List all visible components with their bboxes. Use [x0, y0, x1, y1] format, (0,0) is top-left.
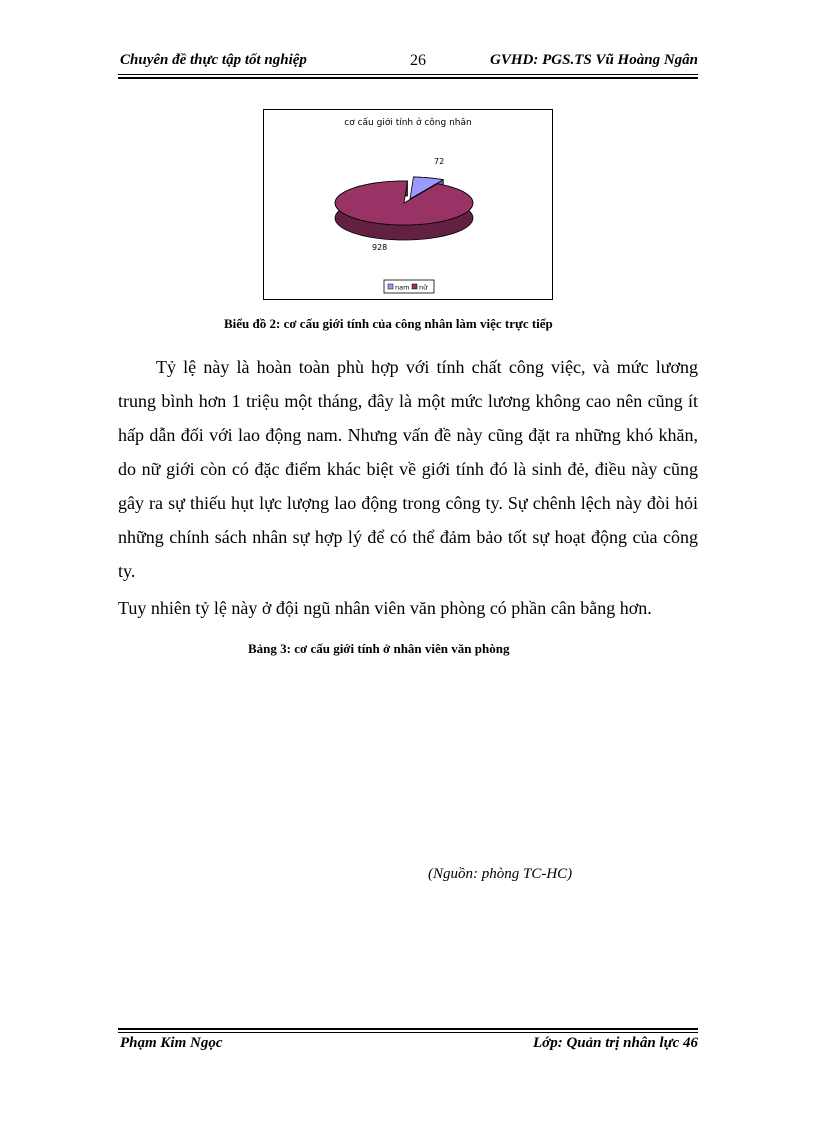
- data-label-nam: 72: [434, 157, 445, 166]
- page-header: [118, 52, 698, 74]
- legend-swatch-nam: [388, 284, 393, 289]
- legend-label-nam: nam: [395, 283, 410, 292]
- legend-label-nữ: nữ: [419, 283, 428, 292]
- header-supervisor: GVHD: PGS.TS Vũ Hoàng Ngân: [490, 52, 698, 68]
- body-paragraph: [118, 350, 698, 588]
- pie-chart-svg: [264, 110, 552, 299]
- legend-swatch-nữ: [412, 284, 417, 289]
- page-number: 26: [410, 52, 426, 69]
- table-caption: Bảng 3: cơ cấu giới tính ở nhân viên văn phòng: [248, 641, 510, 656]
- footer-author: Phạm Kim Ngọc: [120, 1035, 223, 1051]
- paragraph-text: Tỷ lệ này là hoàn toàn phù hợp với tính chất công việc, và mức lương trung bình hơn 1 triệu một tháng, đây là một mức lương không cao nên cũng ít hấp dẫn đối với lao động nam. Nhưng vấn đề này cũng đặt ra những khó khăn, do nữ giới còn có đặc điểm khác biệt về giới tính đó là sinh đẻ, điều này cũng gây ra sự thiếu hụt lực lượng lao động trong công ty. Sự chênh lệch này đòi hỏi những chính sách nhân sự hợp lý để có thể đảm bảo tốt sự hoạt động của công ty.: [118, 357, 698, 581]
- header-rule: [118, 74, 698, 75]
- chart-caption: Biểu đồ 2: cơ cấu giới tính của công nhân làm việc trực tiếp: [224, 316, 553, 331]
- data-label-nu: 928: [372, 243, 388, 252]
- pie-chart: [263, 109, 553, 300]
- header-title: Chuyên đề thực tập tốt nghiệp: [120, 52, 307, 68]
- body-line: Tuy nhiên tỷ lệ này ở đội ngũ nhân viên văn phòng có phần cân bằng hơn.: [118, 598, 652, 618]
- footer-rule: [118, 1028, 698, 1030]
- footer-rule-double: [118, 1032, 698, 1033]
- page-footer: [118, 1035, 698, 1057]
- chart-title: cơ cấu giới tính ở công nhân: [344, 118, 472, 128]
- footer-class: Lớp: Quản trị nhân lực 46: [533, 1035, 698, 1051]
- header-rule-double: [118, 77, 698, 79]
- pie-slice-nữ: [335, 181, 473, 225]
- source-note: (Nguồn: phòng TC-HC): [428, 866, 573, 882]
